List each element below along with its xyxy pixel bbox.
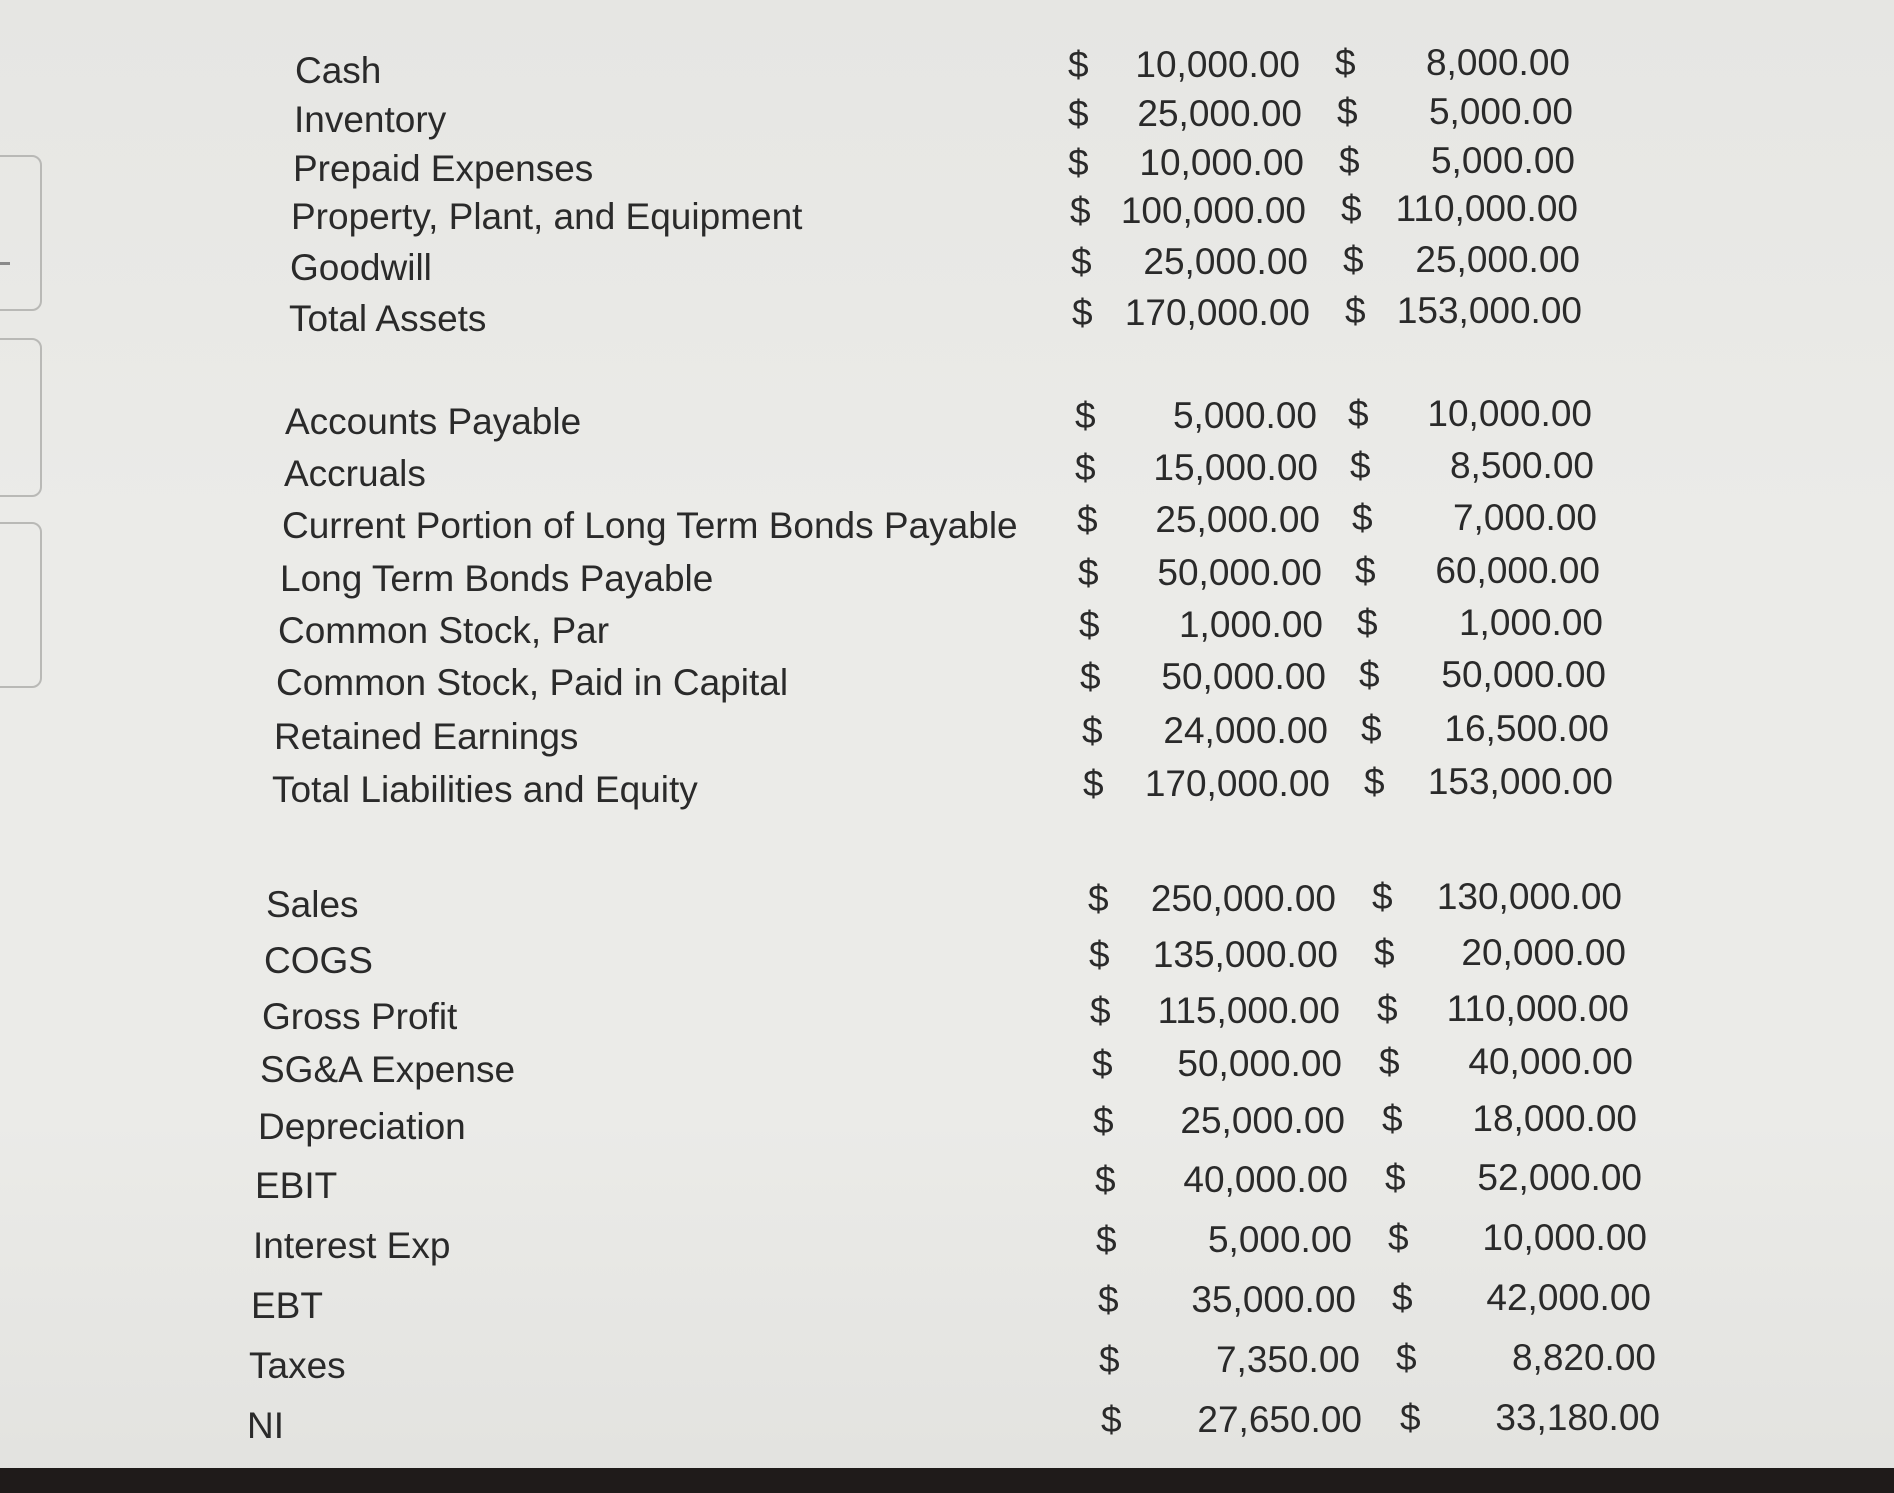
line-item-label: Total Assets [289,298,487,339]
value-column-1: 10,000.00 [1135,44,1300,85]
value-column-1: 40,000.00 [1183,1159,1348,1200]
currency-symbol: $ [1093,1100,1114,1141]
value-column-2: 60,000.00 [1435,550,1600,591]
line-item-label: Prepaid Expenses [293,148,594,189]
currency-symbol: $ [1345,290,1366,331]
value-column-2: 153,000.00 [1427,761,1613,802]
line-item-label: Accounts Payable [285,401,582,442]
value-column-1: 25,000.00 [1180,1100,1345,1141]
value-column-1: 170,000.00 [1144,763,1330,804]
currency-symbol: $ [1077,499,1098,540]
currency-symbol: $ [1075,447,1096,488]
currency-symbol: $ [1341,188,1362,229]
value-column-2: 1,000.00 [1458,602,1603,643]
currency-symbol: $ [1082,710,1103,751]
line-item-label: Sales [266,884,359,925]
line-item-label: Cash [295,50,382,91]
value-column-1: 10,000.00 [1139,142,1304,183]
currency-symbol: $ [1352,497,1373,538]
value-column-1: 25,000.00 [1155,499,1320,540]
value-column-2: 110,000.00 [1446,988,1629,1029]
value-column-1: 1,000.00 [1178,604,1323,645]
currency-symbol: $ [1099,1339,1120,1380]
value-column-1: 15,000.00 [1153,447,1318,488]
line-item-label: Taxes [249,1345,346,1386]
currency-symbol: $ [1379,1041,1400,1082]
line-item-label: Accruals [284,453,426,494]
sidebar-dash [0,262,10,265]
currency-symbol: $ [1075,395,1096,436]
monitor-bezel [0,1468,1894,1493]
sidebar-panel-edge [0,338,42,497]
currency-symbol: $ [1357,602,1378,643]
line-item-label: Retained Earnings [274,716,579,757]
value-column-2: 8,820.00 [1511,1337,1656,1378]
value-column-2: 7,000.00 [1452,497,1597,538]
value-column-2: 40,000.00 [1468,1041,1633,1082]
line-item-label: Interest Exp [253,1225,451,1266]
value-column-1: 27,650.00 [1197,1399,1362,1440]
currency-symbol: $ [1083,763,1104,804]
line-item-label: Goodwill [290,247,432,288]
line-item-label: Inventory [294,99,447,140]
line-item-label: NI [247,1405,284,1446]
value-column-2: 10,000.00 [1482,1217,1647,1258]
currency-symbol: $ [1374,932,1395,973]
line-item-label: EBT [251,1285,323,1326]
value-column-1: 25,000.00 [1143,241,1308,282]
value-column-2: 25,000.00 [1415,239,1580,280]
line-item-label: Depreciation [258,1106,466,1147]
currency-symbol: $ [1339,140,1360,181]
currency-symbol: $ [1392,1277,1413,1318]
value-column-2: 8,500.00 [1449,445,1594,486]
currency-symbol: $ [1350,445,1371,486]
currency-symbol: $ [1377,988,1398,1029]
currency-symbol: $ [1361,708,1382,749]
currency-symbol: $ [1359,654,1380,695]
value-column-2: 52,000.00 [1477,1157,1642,1198]
currency-symbol: $ [1092,1043,1113,1084]
currency-symbol: $ [1088,878,1109,919]
currency-symbol: $ [1098,1279,1119,1320]
sidebar-panel-edge [0,155,42,311]
value-column-2: 18,000.00 [1472,1098,1637,1139]
currency-symbol: $ [1400,1397,1421,1438]
currency-symbol: $ [1089,934,1110,975]
value-column-1: 135,000.00 [1152,934,1338,975]
line-item-label: SG&A Expense [260,1049,516,1090]
value-column-1: 115,000.00 [1157,990,1340,1031]
value-column-1: 5,000.00 [1207,1219,1352,1260]
currency-symbol: $ [1372,876,1393,917]
currency-symbol: $ [1348,393,1369,434]
currency-symbol: $ [1335,42,1356,83]
value-column-2: 33,180.00 [1495,1397,1660,1438]
value-column-2: 153,000.00 [1396,290,1582,331]
value-column-2: 20,000.00 [1461,932,1626,973]
value-column-1: 35,000.00 [1191,1279,1356,1320]
currency-symbol: $ [1080,656,1101,697]
value-column-1: 7,350.00 [1215,1339,1360,1380]
value-column-1: 250,000.00 [1150,878,1336,919]
value-column-2: 5,000.00 [1428,91,1573,132]
currency-symbol: $ [1355,550,1376,591]
line-item-label: Total Liabilities and Equity [272,769,698,810]
currency-symbol: $ [1101,1399,1122,1440]
line-item-label: Gross Profit [262,996,458,1037]
currency-symbol: $ [1072,292,1093,333]
line-item-label: Common Stock, Paid in Capital [276,662,789,703]
line-item-label: COGS [264,940,373,981]
currency-symbol: $ [1068,93,1089,134]
currency-symbol: $ [1070,190,1091,231]
value-column-1: 50,000.00 [1161,656,1326,697]
currency-symbol: $ [1078,552,1099,593]
value-column-2: 42,000.00 [1486,1277,1651,1318]
value-column-2: 10,000.00 [1427,393,1592,434]
currency-symbol: $ [1068,44,1089,85]
line-item-label: EBIT [255,1165,338,1206]
value-column-1: 50,000.00 [1177,1043,1342,1084]
currency-symbol: $ [1343,239,1364,280]
line-item-label: Long Term Bonds Payable [280,558,714,599]
value-column-1: 100,000.00 [1120,190,1306,231]
value-column-2: 50,000.00 [1441,654,1606,695]
currency-symbol: $ [1095,1159,1116,1200]
currency-symbol: $ [1364,761,1385,802]
value-column-1: 170,000.00 [1124,292,1310,333]
sidebar-panel-edge [0,522,42,688]
value-column-1: 25,000.00 [1137,93,1302,134]
currency-symbol: $ [1337,91,1358,132]
line-item-label: Property, Plant, and Equipment [291,196,803,237]
currency-symbol: $ [1096,1219,1117,1260]
value-column-2: 16,500.00 [1444,708,1609,749]
currency-symbol: $ [1385,1157,1406,1198]
currency-symbol: $ [1396,1337,1417,1378]
currency-symbol: $ [1071,241,1092,282]
currency-symbol: $ [1382,1098,1403,1139]
currency-symbol: $ [1388,1217,1409,1258]
value-column-2: 8,000.00 [1425,42,1570,83]
line-item-label: Common Stock, Par [278,610,610,651]
currency-symbol: $ [1090,990,1111,1031]
value-column-1: 24,000.00 [1163,710,1328,751]
currency-symbol: $ [1068,142,1089,183]
value-column-1: 50,000.00 [1157,552,1322,593]
currency-symbol: $ [1079,604,1100,645]
value-column-2: 5,000.00 [1430,140,1575,181]
line-item-label: Current Portion of Long Term Bonds Payable [282,505,1018,546]
value-column-2: 110,000.00 [1395,188,1578,229]
value-column-2: 130,000.00 [1436,876,1622,917]
value-column-1: 5,000.00 [1172,395,1317,436]
